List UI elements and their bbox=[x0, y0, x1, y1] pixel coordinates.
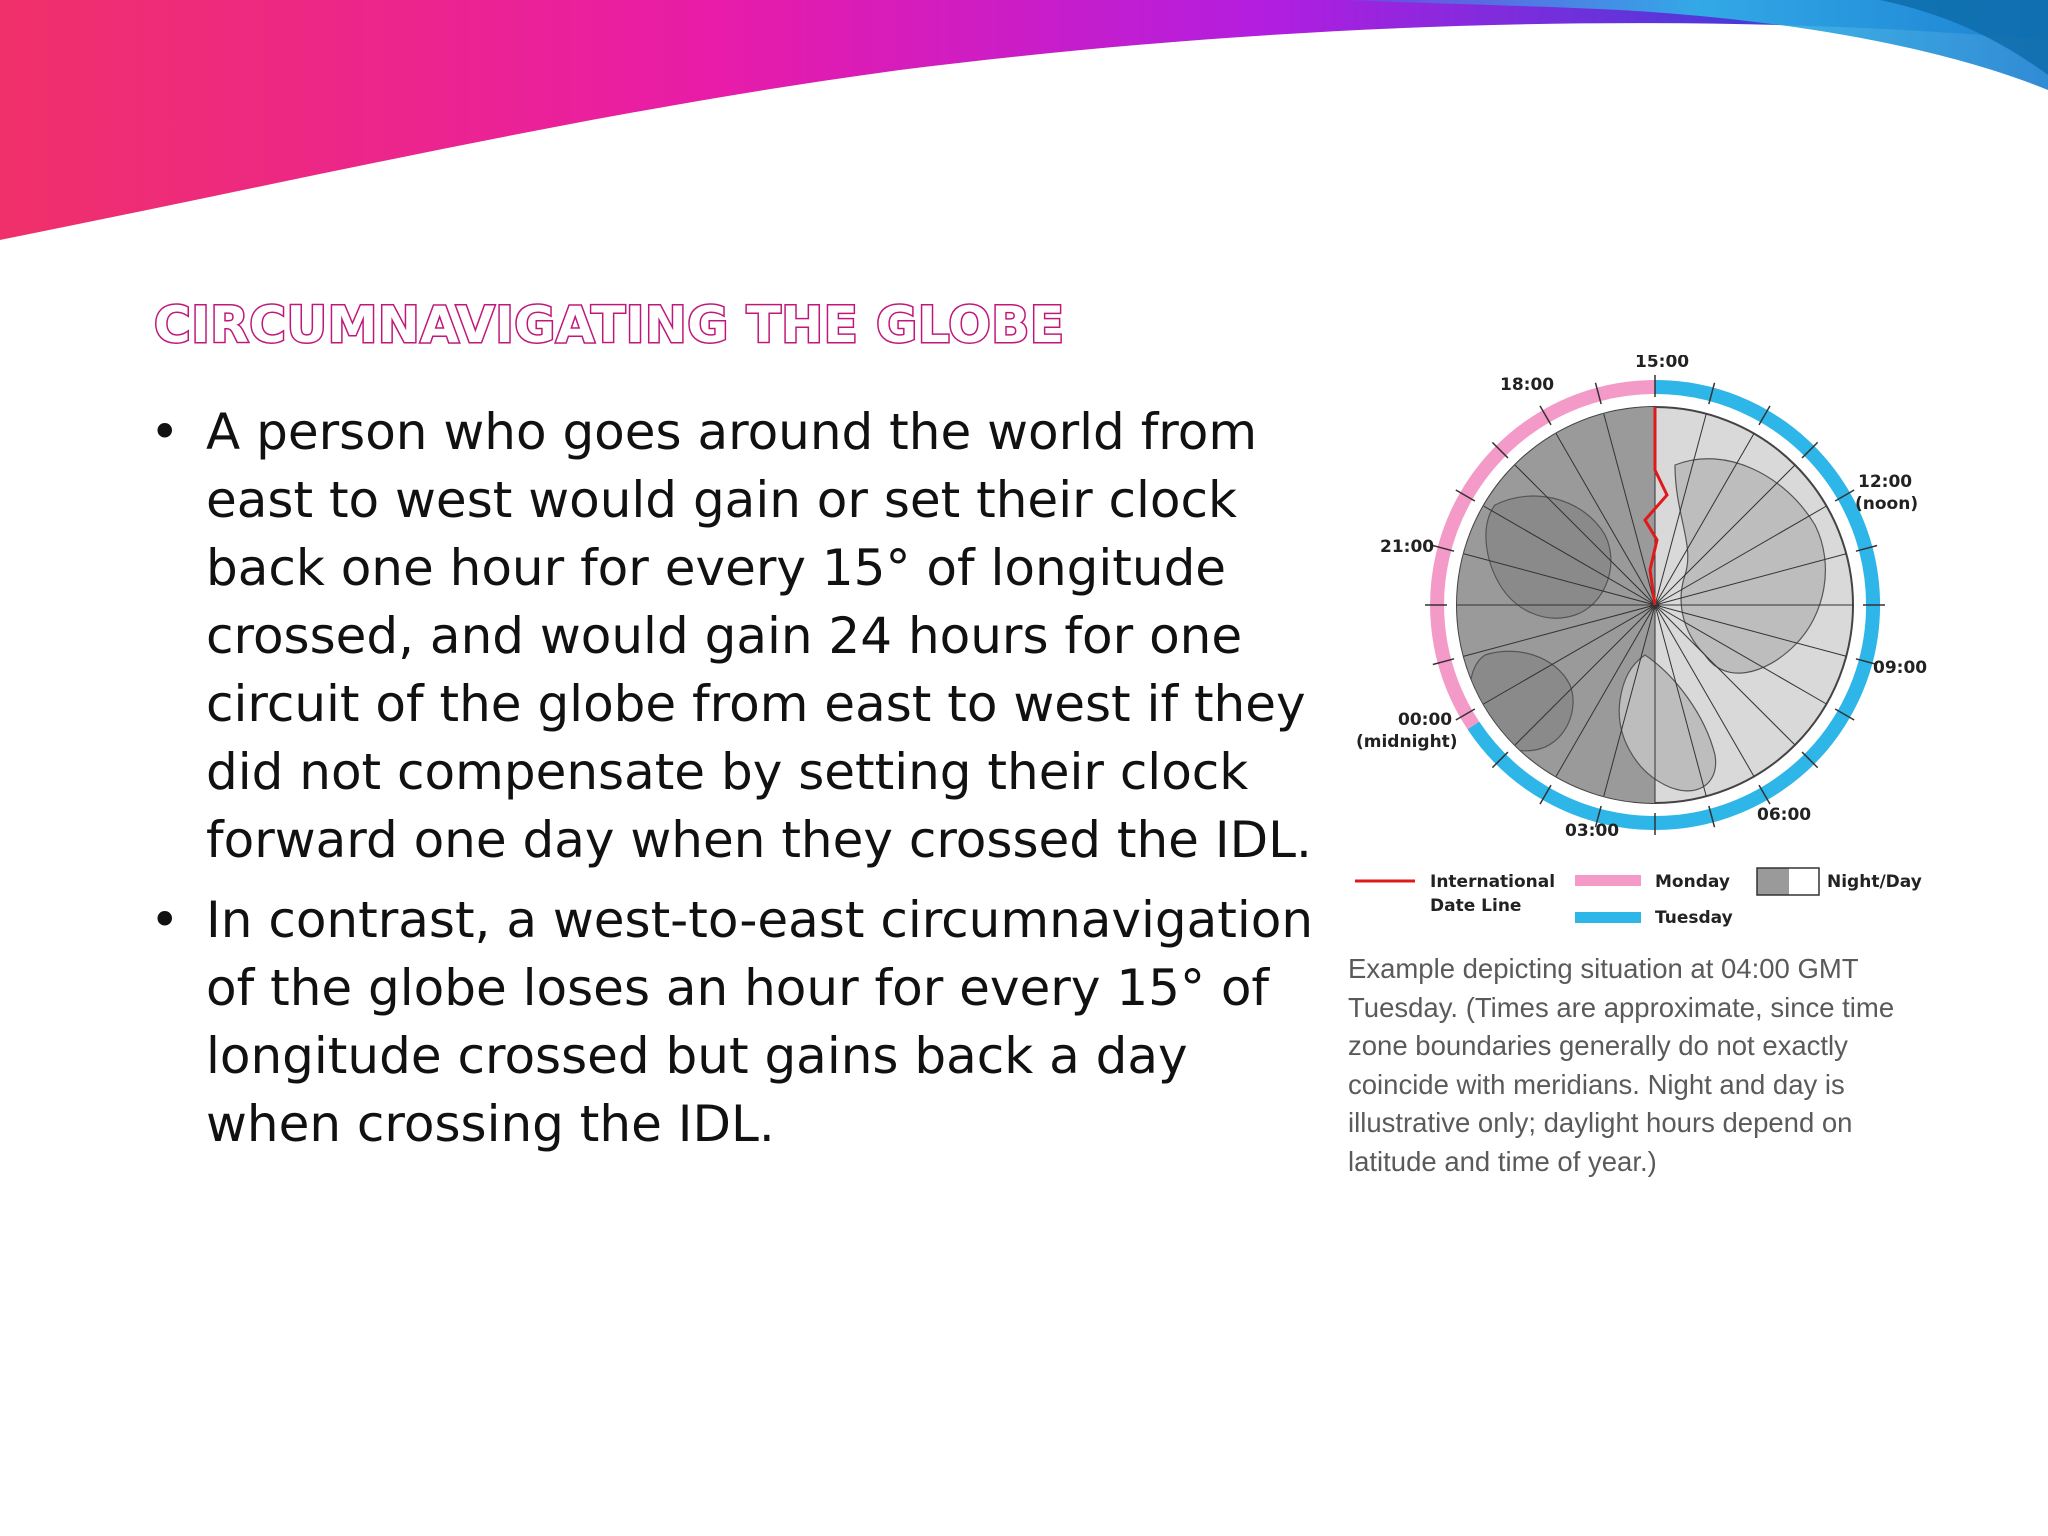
figure-caption: Example depicting situation at 04:00 GMT Tuesday. (Times are approximate, since time zone boundaries generally do not exactly coincide with meridians. Night and day is illustrative only; daylight hours depend on latitude and time of year.) bbox=[1348, 953, 1895, 1177]
legend-day-swatch bbox=[1789, 868, 1819, 895]
legend-idl-label-2: Date Line bbox=[1430, 896, 1522, 916]
legend-monday-swatch bbox=[1575, 875, 1641, 886]
bullet-list bbox=[150, 398, 1320, 1170]
time-label-noon: (noon) bbox=[1855, 494, 1919, 514]
legend-tuesday-label: Tuesday bbox=[1655, 908, 1733, 928]
bullet-marker: • bbox=[150, 891, 180, 949]
time-label-1800: 18:00 bbox=[1500, 375, 1555, 395]
legend-monday-label: Monday bbox=[1655, 872, 1730, 892]
legend-nightday-label: Night/Day bbox=[1827, 872, 1922, 892]
time-label-0900: 09:00 bbox=[1873, 658, 1928, 678]
bullet-text: In contrast, a west-to-east circumnavigation of the globe loses an hour for every 15° of longitude crossed but gains back a day when crossing the IDL. bbox=[206, 891, 1314, 1153]
bullet-item bbox=[150, 886, 1320, 1158]
date-line-diagram bbox=[1345, 355, 1945, 945]
time-label-midnight: (midnight) bbox=[1356, 732, 1458, 752]
legend-night-swatch bbox=[1757, 868, 1789, 895]
bullet-item bbox=[150, 398, 1320, 874]
bullet-text: A person who goes around the world from east to west would gain or set their clock back one hour for every 15° of longitude crossed, and would gain 24 hours for one circuit of the globe from east to west if they did not compensate by setting their clock forward one day when they crossed the IDL. bbox=[206, 403, 1312, 869]
bullet-marker: • bbox=[150, 403, 180, 461]
time-label-0600: 06:00 bbox=[1757, 805, 1812, 825]
time-label-0300: 03:00 bbox=[1565, 821, 1620, 841]
time-label-2100: 21:00 bbox=[1380, 537, 1435, 557]
legend-idl-label: International bbox=[1430, 872, 1556, 892]
time-label-1500: 15:00 bbox=[1635, 355, 1690, 372]
time-label-1200: 12:00 bbox=[1858, 472, 1913, 492]
time-label-0000: 00:00 bbox=[1398, 710, 1453, 730]
slide-title: CIRCUMNAVIGATING THE GLOBE bbox=[154, 296, 1065, 354]
header-banner bbox=[0, 0, 2048, 250]
legend-tuesday-swatch bbox=[1575, 912, 1641, 923]
